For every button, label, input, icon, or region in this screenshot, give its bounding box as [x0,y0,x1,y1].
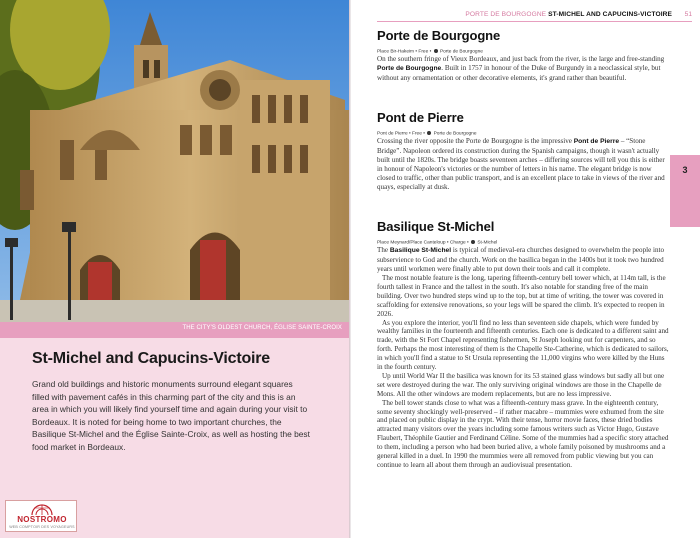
tram-stop-icon [427,131,431,135]
right-page [351,0,700,538]
compass-icon [30,503,54,515]
section-basilique-st-michel [377,219,669,470]
chapter-number: 3 [682,165,688,175]
logo-wordmark: NOSTROMO [17,515,67,524]
eglise-sainte-croix-image [0,0,350,322]
running-head-chapter: ST-MICHEL AND CAPUCINS-VICTOIRE [548,11,672,18]
running-head [465,11,672,18]
body-text: . Built in 1757 in honour of the Duke of Burgundy in a neoclassical style, but without any ornamentation or other decorative elements, it's grand rather than beautiful. [377,64,661,83]
body-paragraph: Up until World War II the basilica was known for its 53 stained glass windows but sadly all but one set were destroyed during the war. The only surviving original windows are those in the Chapelle de Mons. All the other windows are modern replacements, but are no less impressive. [377,371,665,398]
meta-info: Place Meynard/Place Canteloup • Charge • [377,240,469,246]
page-number: 51 [684,11,692,18]
section-porte-de-bourgogne [377,28,669,83]
tram-stop-icon [471,240,475,244]
section-body [377,246,669,470]
chapter-title: St-Michel and Capucins-Victoire [32,350,270,367]
section-title: Basilique St-Michel [377,219,495,234]
nostromo-logo [5,500,77,532]
body-text: On the southern fringe of Vieux Bordeaux, and just back from the river, is the large and free-standing [377,55,665,64]
body-paragraph: As you explore the interior, you'll find no less than seventeen side chapels, which were funded by wealthy families in the fourteenth and fifteenth centuries. Each one is dedicated to a different saint and trade, with the St Fort Chapel representing fishermen, St Joseph looking out for carpenters, and so forth. Perhaps the most interesting of them is the Chapelle Ste-Catherine, which is dedicated to sailors, in which you'll find a statue to St Ursula representing the 11,000 virgins who were killed by the Huns in the fourth century. [377,318,669,372]
body-text: – “Stone Bridge”. Napoleon ordered its construction during the Spanish campaigns, though it wasn't actually built until the 1820s. The bridge boasts seventeen arches – differing sources will tell you this is either in honour of Napoleon's victories or the number of letters in his name. The elegant bridge is now closed to traffic, other than public transport, and is an excellent place to take in views of the river and quays, especially at dusk. [377,137,665,191]
chapter-thumb-tab [670,155,700,227]
photo-caption: THE CITY'S OLDEST CHURCH, ÉGLISE SAINTE-CROIX [182,325,342,331]
running-head-area: PORTE DE BOURGOGNE [465,11,547,18]
section-body [377,137,669,191]
church-photo [0,0,350,322]
section-title: Pont de Pierre [377,110,464,125]
meta-info: Pont de Pierre • Free • [377,131,425,137]
body-text: Crossing the river opposite the Porte de Bourgogne is the impressive [377,137,574,146]
section-pont-de-pierre [377,110,669,192]
body-paragraph: The bell tower stands close to what was a fifteenth-century mass grave. In the eighteenth century, some seventy shockingly well-preserved – if rather macabre – mummies were exhumed from the site and placed on public display in the crypt. With their tense, horror movie faces, these dried bodies attracted many visitors over the years including some famous writers such as Victor Hugo, Gustave Flaubert, Théophile Gautier and Ferdinand Céline. Some of the mummies had a specific story attached to them, including a person who had been buried alive, a whole family poisoned by mushrooms and a general killed in a duel. In 1990 the mummies were all removed from public viewing but you can continue to learn all about them through an audiovisual presentation. [377,398,669,470]
meta-stop: Porte de Bourgogne [439,49,483,55]
body-text: is typical of medieval-era churches designed to overwhelm the people into subservience to God and the church. Work on the basilica began in the 1400s but it took two hundred years until workmen were finally able to put down their tools and call it complete. [377,246,665,274]
tram-stop-icon [434,49,438,53]
highlight-term: Pont de Pierre [573,138,620,146]
highlight-term: Basilique St-Michel [389,247,452,255]
highlight-term: Porte de Bourgogne [377,65,442,73]
section-body [377,55,669,83]
body-paragraph: The most notable feature is the long, tapering fifteenth-century bell tower which, at 114m tall, is the fourth tallest in France and the tallest in the south. It's also notable for standing free of the main building. Over two hundred steps wind up to the top, but at time of writing, the tower was covered in scaffolding for extensive renovations, so your legs will be spared the climb. It's expected to reopen in 2026. [377,273,666,318]
section-title: Porte de Bourgogne [377,28,501,43]
header-rule [377,21,692,22]
logo-tagline: WEB COMPTOIR DES VOYAGEURS [9,525,75,529]
body-text: The [377,246,390,255]
meta-info: Place Bir-Hakeim • Free • [377,49,432,55]
meta-stop: St-Michel [477,240,498,246]
meta-stop: Porte de Bourgogne [433,131,477,137]
chapter-intro: Grand old buildings and historic monuments surround elegant squares filled with pavement cafés in this charming part of the city and this is an area in which you will likely find yourself time and again during your visit to Bordeaux. It is noted for being home to two important churches, the Basilique St-Michel and the Église Sainte-Croix, as well as hosting the best food market in Bordeaux. [32,379,310,452]
caption-bar [0,322,350,338]
